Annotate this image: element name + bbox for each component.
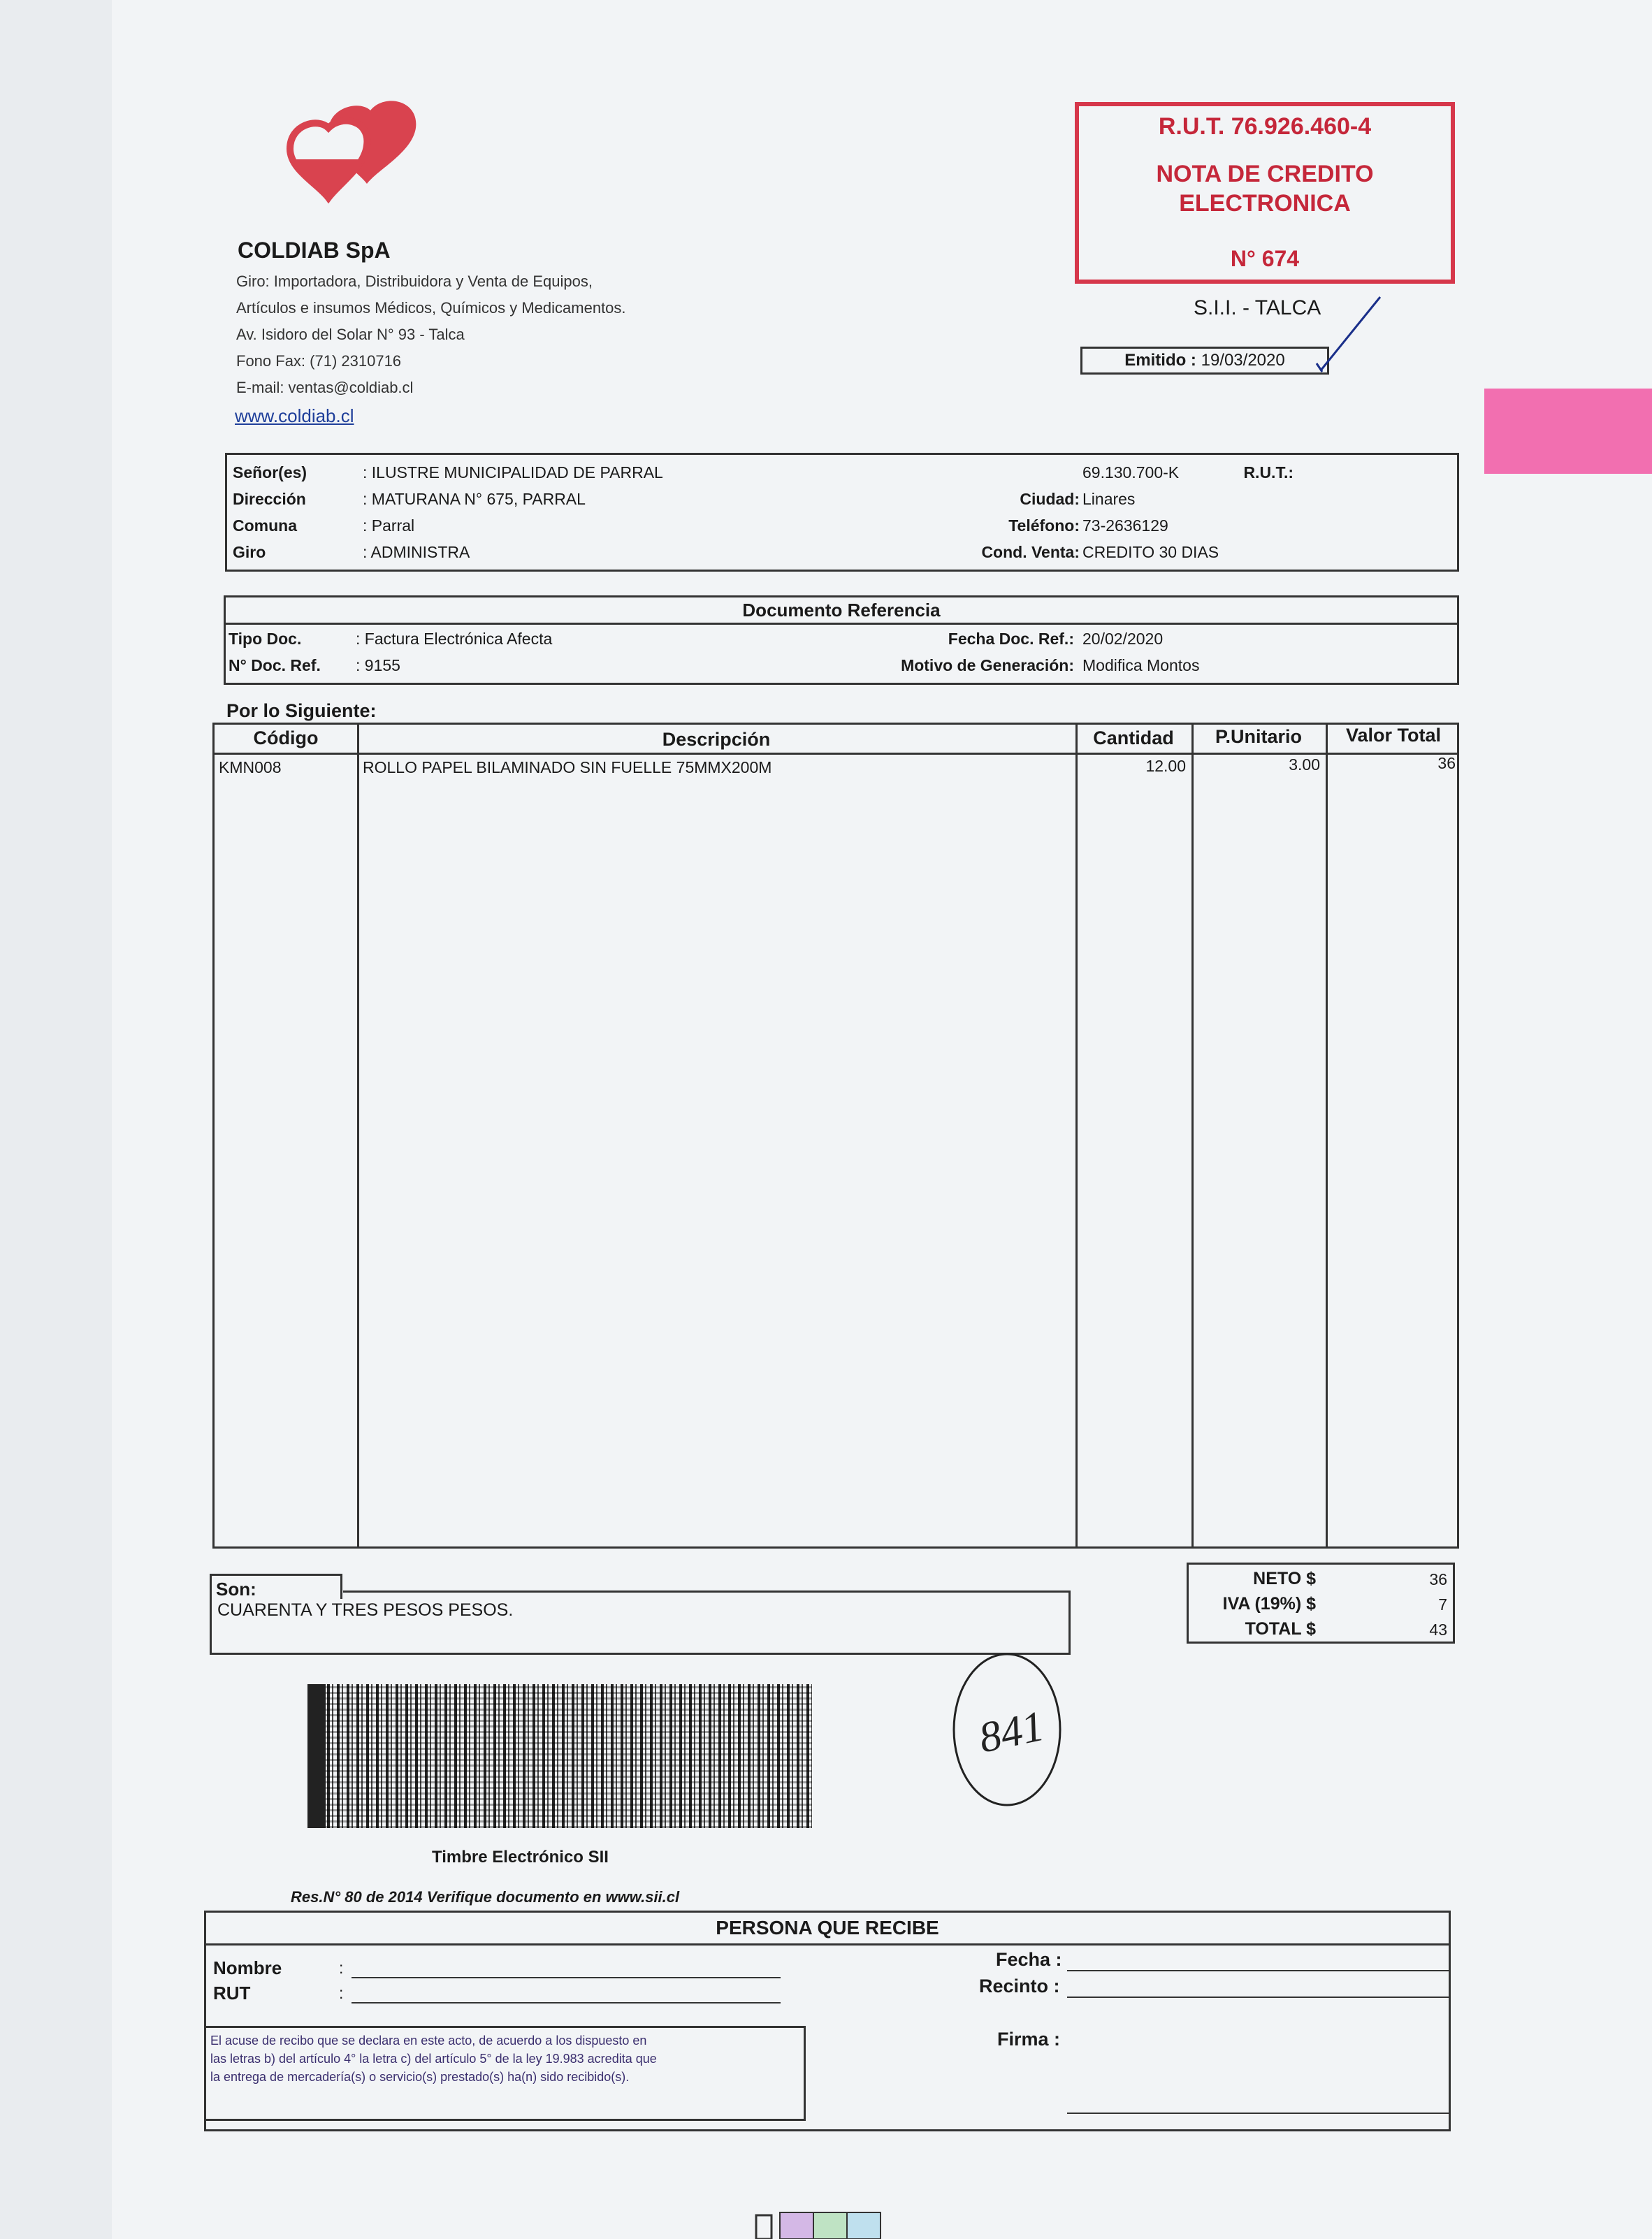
checkmark-icon [1314, 294, 1384, 377]
company-giro-1: Giro: Importadora, Distribuidora y Venta de Equipos, [236, 273, 593, 290]
neto-value: 36 [1429, 1570, 1447, 1588]
son-top-rule [343, 1591, 1068, 1593]
handwritten-number: 841 [974, 1702, 1048, 1762]
document-type [1079, 159, 1451, 218]
rut-colon: : [339, 1984, 344, 2002]
comuna-label: Comuna [233, 516, 297, 535]
firma-label: Firma : [997, 2029, 1061, 2050]
pink-tab [1484, 389, 1652, 474]
giro-label: Giro [233, 543, 266, 561]
barcode-edge-bar [307, 1684, 326, 1828]
tipo-doc-value: : Factura Electrónica Afecta [356, 630, 553, 648]
items-intro: Por lo Siguiente: [226, 700, 377, 721]
direccion-label: Dirección [233, 490, 306, 508]
recinto-line[interactable] [1067, 1997, 1449, 1998]
company-address: Av. Isidoro del Solar N° 93 - Talca [236, 326, 465, 343]
motivo-value: Modifica Montos [1082, 656, 1200, 674]
row-unitario: 3.00 [1289, 755, 1320, 774]
emitido-box [1080, 347, 1329, 375]
row-codigo: KMN008 [219, 758, 282, 776]
legal-line-2: las letras b) del artículo 4° la letra c) del artículo 5° de la ley 19.983 acredita que [210, 2052, 657, 2066]
company-website-link[interactable]: www.coldiab.cl [235, 405, 354, 426]
son-box [210, 1591, 1071, 1655]
motivo-label: Motivo de Generación: [901, 656, 1074, 674]
timbre-label: Timbre Electrónico SII [432, 1848, 609, 1867]
iva-label: IVA (19%) $ [1222, 1594, 1316, 1614]
fecha-line[interactable] [1067, 1970, 1449, 1971]
handwritten-circle-mark [948, 1649, 1066, 1810]
color-calibration-strip [755, 2208, 887, 2239]
client-rut-label: R.U.T.: [1243, 463, 1294, 481]
fecha-ref-value: 20/02/2020 [1082, 630, 1164, 648]
legal-box [206, 2026, 806, 2121]
emitido-label: Emitido : [1124, 351, 1196, 370]
ciudad-label: Ciudad: [1020, 490, 1080, 508]
row-descripcion: ROLLO PAPEL BILAMINADO SIN FUELLE 75MMX200M [363, 758, 772, 776]
document-type-line2: ELECTRONICA [1179, 190, 1351, 217]
reference-box [224, 595, 1459, 685]
firma-line[interactable] [1067, 2113, 1449, 2114]
header-descripcion: Descripción [662, 729, 771, 750]
document-number: N° 674 [1230, 246, 1300, 271]
comuna-value: : Parral [363, 516, 415, 535]
direccion-value: : MATURANA N° 675, PARRAL [363, 490, 586, 508]
company-email: E-mail: ventas@coldiab.cl [236, 379, 414, 396]
header-total: Valor Total [1345, 725, 1442, 746]
issuer-rut: R.U.T. 76.926.460-4 [1158, 113, 1372, 140]
senores-label: Señor(es) [233, 463, 307, 481]
table-header-rule [215, 753, 1457, 755]
emitido-value: 19/03/2020 [1201, 351, 1285, 370]
header-unitario: P.Unitario [1215, 726, 1303, 747]
col-divider [1191, 725, 1194, 1546]
nombre-label: Nombre [213, 1957, 282, 1978]
legal-line-1: El acuse de recibo que se declara en este acto, de acuerdo a los dispuesto en [210, 2034, 647, 2048]
nombre-colon: : [339, 1959, 344, 1977]
col-divider [357, 725, 359, 1546]
col-divider [1326, 725, 1328, 1546]
company-phone: Fono Fax: (71) 2310716 [236, 352, 402, 370]
total-value: 43 [1429, 1621, 1447, 1639]
iva-value: 7 [1438, 1595, 1447, 1614]
timbre-barcode [307, 1684, 812, 1828]
document-id-box [1075, 102, 1455, 284]
senores-value: : ILUSTRE MUNICIPALIDAD DE PARRAL [363, 463, 663, 481]
num-doc-value: : 9155 [356, 656, 400, 674]
client-rut-value: 69.130.700-K [1082, 463, 1180, 481]
num-doc-label: N° Doc. Ref. [229, 656, 321, 674]
recinto-label: Recinto : [979, 1976, 1060, 1997]
tipo-doc-label: Tipo Doc. [229, 630, 302, 648]
sii-office: S.I.I. - TALCA [1194, 296, 1321, 319]
son-text: CUARENTA Y TRES PESOS PESOS. [217, 1600, 514, 1620]
company-giro-2: Artículos e insumos Médicos, Químicos y Medicamentos. [236, 299, 626, 317]
legal-line-3: la entrega de mercadería(s) o servicio(s) prestado(s) ha(n) sido recibido(s). [210, 2070, 630, 2084]
cond-venta-value: CREDITO 30 DIAS [1082, 543, 1219, 561]
giro-value: : ADMINISTRA [363, 543, 470, 561]
client-box [225, 453, 1459, 572]
fecha-label: Fecha : [996, 1949, 1062, 1970]
recibe-box [204, 1911, 1451, 2131]
fecha-ref-label: Fecha Doc. Ref.: [948, 630, 1074, 648]
reference-title: Documento Referencia [226, 597, 1457, 625]
document-type-line1: NOTA DE CREDITO [1156, 161, 1374, 187]
col-divider [1075, 725, 1078, 1546]
heart-logo-icon [287, 96, 426, 208]
header-codigo: Código [253, 727, 319, 748]
items-table [212, 723, 1459, 1549]
ciudad-value: Linares [1082, 490, 1136, 508]
cond-venta-label: Cond. Venta: [981, 543, 1080, 561]
company-name: COLDIAB SpA [238, 238, 391, 263]
telefono-value: 73-2636129 [1082, 516, 1168, 535]
row-total: 36 [1437, 754, 1456, 772]
rut-line[interactable] [352, 2002, 781, 2003]
telefono-label: Teléfono: [1008, 516, 1080, 535]
neto-label: NETO $ [1253, 1569, 1316, 1588]
recibe-title: PERSONA QUE RECIBE [206, 1913, 1449, 1945]
rut-label: RUT [213, 1983, 251, 2003]
son-label: Son: [216, 1579, 256, 1600]
resolution-note: Res.N° 80 de 2014 Verifique documento en www.sii.cl [291, 1888, 680, 1906]
header-cantidad: Cantidad [1093, 727, 1174, 748]
row-cantidad: 12.00 [1145, 757, 1186, 775]
total-label: TOTAL $ [1245, 1619, 1316, 1639]
nombre-line[interactable] [352, 1977, 781, 1978]
totals-box [1187, 1563, 1455, 1644]
